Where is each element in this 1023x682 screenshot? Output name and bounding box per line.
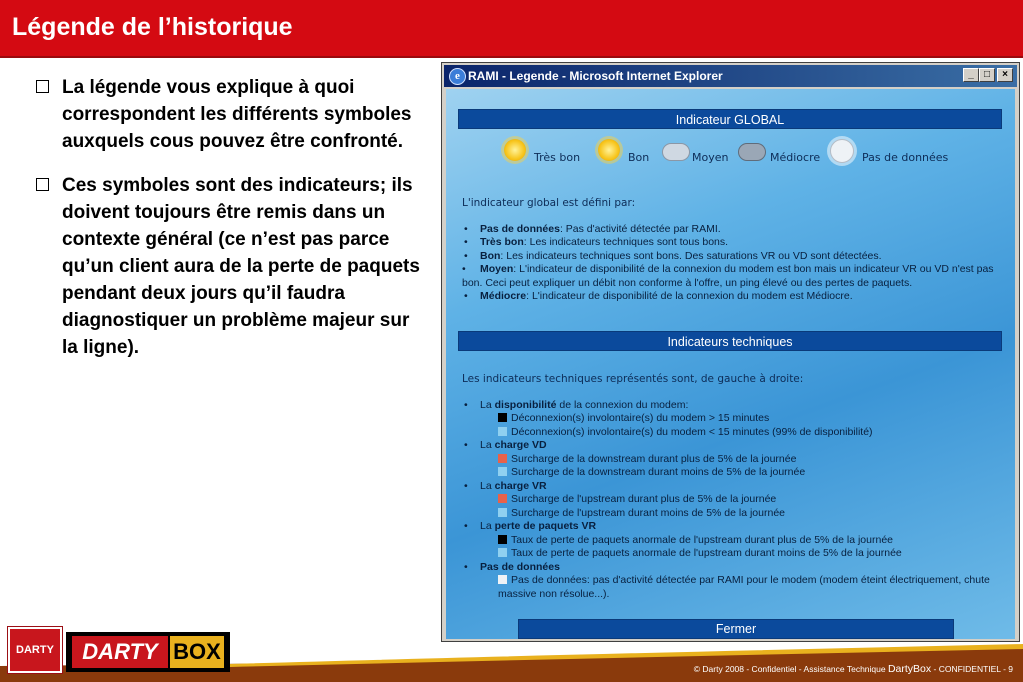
- sunny-icon: [504, 139, 526, 161]
- tech-sub-item: [462, 547, 1002, 561]
- footer-brand: DartyBox: [887, 663, 932, 675]
- global-definition: [462, 197, 1002, 304]
- tech-group-prefix: La: [480, 479, 495, 492]
- tech-group-item: • La charge VR: [464, 479, 547, 492]
- tech-group-term: charge VR: [494, 479, 547, 492]
- footer-text: [694, 663, 1013, 675]
- technical-groups: [462, 399, 1002, 602]
- tech-group-item: • La disponibilité de la connexion du modem:: [464, 398, 689, 411]
- tech-sub-item: [462, 574, 1002, 601]
- technical-indicators-header: Indicateurs techniques: [458, 331, 1002, 351]
- list-item: • Médiocre: L'indicateur de disponibilité de la connexion du modem est Médiocre.: [464, 290, 853, 302]
- legend-content: [446, 89, 1015, 639]
- tech-sub-text: Déconnexion(s) involontaire(s) du modem > 15 minutes: [511, 412, 770, 424]
- internet-explorer-icon: e: [449, 68, 466, 85]
- color-swatch-icon: [498, 467, 507, 476]
- tech-sub-text: Taux de perte de paquets anormale de l'upstream durant moins de 5% de la journée: [511, 547, 902, 559]
- footer-copyright: © Darty 2008 - Confidentiel - Assistance Technique: [693, 664, 888, 674]
- ie-titlebar[interactable]: [444, 65, 1017, 87]
- tech-sub-item: [462, 466, 1002, 480]
- color-swatch-icon: [498, 575, 507, 584]
- tech-group-term: disponibilité: [494, 398, 557, 411]
- tech-sub-item: [462, 426, 1002, 440]
- tech-sub-item: [462, 534, 1002, 548]
- checkbox-bullet-icon: [36, 80, 49, 93]
- tech-group-prefix: La: [480, 439, 495, 451]
- bullet-item: [34, 74, 420, 155]
- weather-label: Médiocre: [770, 151, 821, 164]
- tech-group-item: • La charge VD: [464, 439, 547, 451]
- tech-group-term: charge VD: [494, 439, 547, 451]
- color-swatch-icon: [498, 454, 507, 463]
- slide-title: Légende de l’historique: [12, 13, 293, 41]
- list-item: • Moyen: L'indicateur de disponibilité de la connexion du modem est bon mais un indicateur VR ou VD n'est pas bon. Ceci peut expliquer un débit non conforme à l'offre, un ping élevé ou des pertes de paquets.: [462, 263, 994, 289]
- weather-label: Moyen: [692, 151, 729, 164]
- tech-sub-text: Surcharge de l'upstream durant plus de 5% de la journée: [511, 493, 777, 505]
- desc: : L'indicateur de disponibilité de la connexion du modem est bon mais un indicateur VR ou VD n'est pas bon. Ceci peut expliquer un débit non conforme à l'offre, un ping élevé ou des pertes de paquets.: [462, 263, 994, 289]
- window-title: RAMI - Legende - Microsoft Internet Explorer: [468, 69, 723, 83]
- term: Bon: [480, 249, 501, 262]
- list-item: • Pas de données: Pas d'activité détectée par RAMI.: [464, 222, 721, 235]
- dartybox-logo-darty: DARTY: [72, 636, 168, 668]
- dartybox-logo-box: BOX: [170, 636, 224, 668]
- term: Très bon: [480, 236, 524, 248]
- ie-window: [441, 62, 1020, 642]
- bullet-text: Ces symboles sont des indicateurs; ils doivent toujours être remis dans un contexte général (ce n’est pas parce qu’un client aura de la perte de paquets pendant deux jours qu’il faudra diagnostiquer un problème majeur sur la ligne).: [62, 175, 420, 358]
- desc: : Les indicateurs techniques sont bons. Des saturations VR ou VD sont détectées.: [500, 249, 882, 262]
- maximize-button[interactable]: □: [979, 68, 995, 82]
- tech-group-prefix: La: [480, 520, 495, 532]
- rain-cloud-icon: [738, 143, 766, 161]
- tech-group-item: • Pas de données: [464, 560, 560, 573]
- footer-confidential: - CONFIDENTIEL - 9: [931, 664, 1013, 674]
- list-item: • Bon: Les indicateurs techniques sont bons. Des saturations VR ou VD sont détectées.: [464, 249, 882, 262]
- global-indicator-header: Indicateur GLOBAL: [458, 109, 1002, 129]
- bullet-item: [34, 172, 420, 361]
- cloud-icon: [662, 143, 690, 161]
- term: Médiocre: [480, 290, 527, 302]
- weather-label: Pas de données: [862, 151, 949, 164]
- tech-sub-text: Surcharge de la downstream durant moins de 5% de la journée: [511, 466, 806, 478]
- desc: : L'indicateur de disponibilité de la connexion du modem est Médiocre.: [526, 290, 853, 302]
- no-data-icon: [830, 139, 854, 163]
- sun-cloud-icon: [598, 139, 620, 161]
- checkbox-bullet-icon: [36, 178, 49, 191]
- bullet-text: La légende vous explique à quoi correspondent les différents symboles auxquels cous pouvez être confronté.: [62, 77, 412, 152]
- tech-sub-item: [462, 493, 1002, 507]
- tech-sub-text: Surcharge de l'upstream durant moins de 5% de la journée: [511, 506, 785, 519]
- color-swatch-icon: [498, 535, 507, 544]
- slide-title-bar: [0, 0, 1023, 58]
- tech-group-item: • La perte de paquets VR: [464, 520, 597, 532]
- global-intro: L'indicateur global est défini par:: [462, 197, 636, 209]
- tech-sub-text: Taux de perte de paquets anormale de l'upstream durant plus de 5% de la journée: [511, 533, 894, 546]
- weather-label: Bon: [628, 151, 650, 164]
- tech-group-term: Pas de données: [480, 560, 560, 573]
- color-swatch-icon: [498, 413, 507, 422]
- minimize-button[interactable]: _: [963, 68, 979, 82]
- tech-sub-text: Surcharge de la downstream durant plus de 5% de la journée: [511, 452, 797, 465]
- tech-group-term: perte de paquets VR: [494, 520, 597, 532]
- technical-definition: [462, 373, 1002, 601]
- technical-intro: Les indicateurs techniques représentés sont, de gauche à droite:: [462, 373, 804, 385]
- tech-group-suffix: de la connexion du modem:: [556, 398, 689, 411]
- close-window-button[interactable]: ×: [997, 68, 1013, 82]
- bullet-list: [34, 74, 420, 378]
- color-swatch-icon: [498, 494, 507, 503]
- tech-sub-item: [462, 507, 1002, 521]
- darty-logo: DARTY: [8, 627, 62, 673]
- desc: : Pas d'activité détectée par RAMI.: [559, 222, 721, 235]
- dartybox-logo: [66, 632, 230, 672]
- close-button[interactable]: Fermer: [518, 619, 954, 639]
- list-item: • Très bon: Les indicateurs techniques sont tous bons.: [464, 236, 729, 248]
- tech-group-prefix: La: [480, 398, 495, 411]
- color-swatch-icon: [498, 427, 507, 436]
- tech-sub-item: [462, 453, 1002, 467]
- color-swatch-icon: [498, 508, 507, 517]
- color-swatch-icon: [498, 548, 507, 557]
- desc: : Les indicateurs techniques sont tous bons.: [523, 236, 729, 248]
- term: Moyen: [480, 263, 514, 275]
- weather-label: Très bon: [534, 151, 581, 164]
- tech-sub-item: [462, 412, 1002, 426]
- tech-sub-text: Pas de données: pas d'activité détectée par RAMI pour le modem (modem éteint électriquement, chute massive non résolue...).: [498, 574, 990, 600]
- term: Pas de données: [480, 222, 560, 235]
- tech-sub-text: Déconnexion(s) involontaire(s) du modem < 15 minutes (99% de disponibilité): [511, 425, 873, 438]
